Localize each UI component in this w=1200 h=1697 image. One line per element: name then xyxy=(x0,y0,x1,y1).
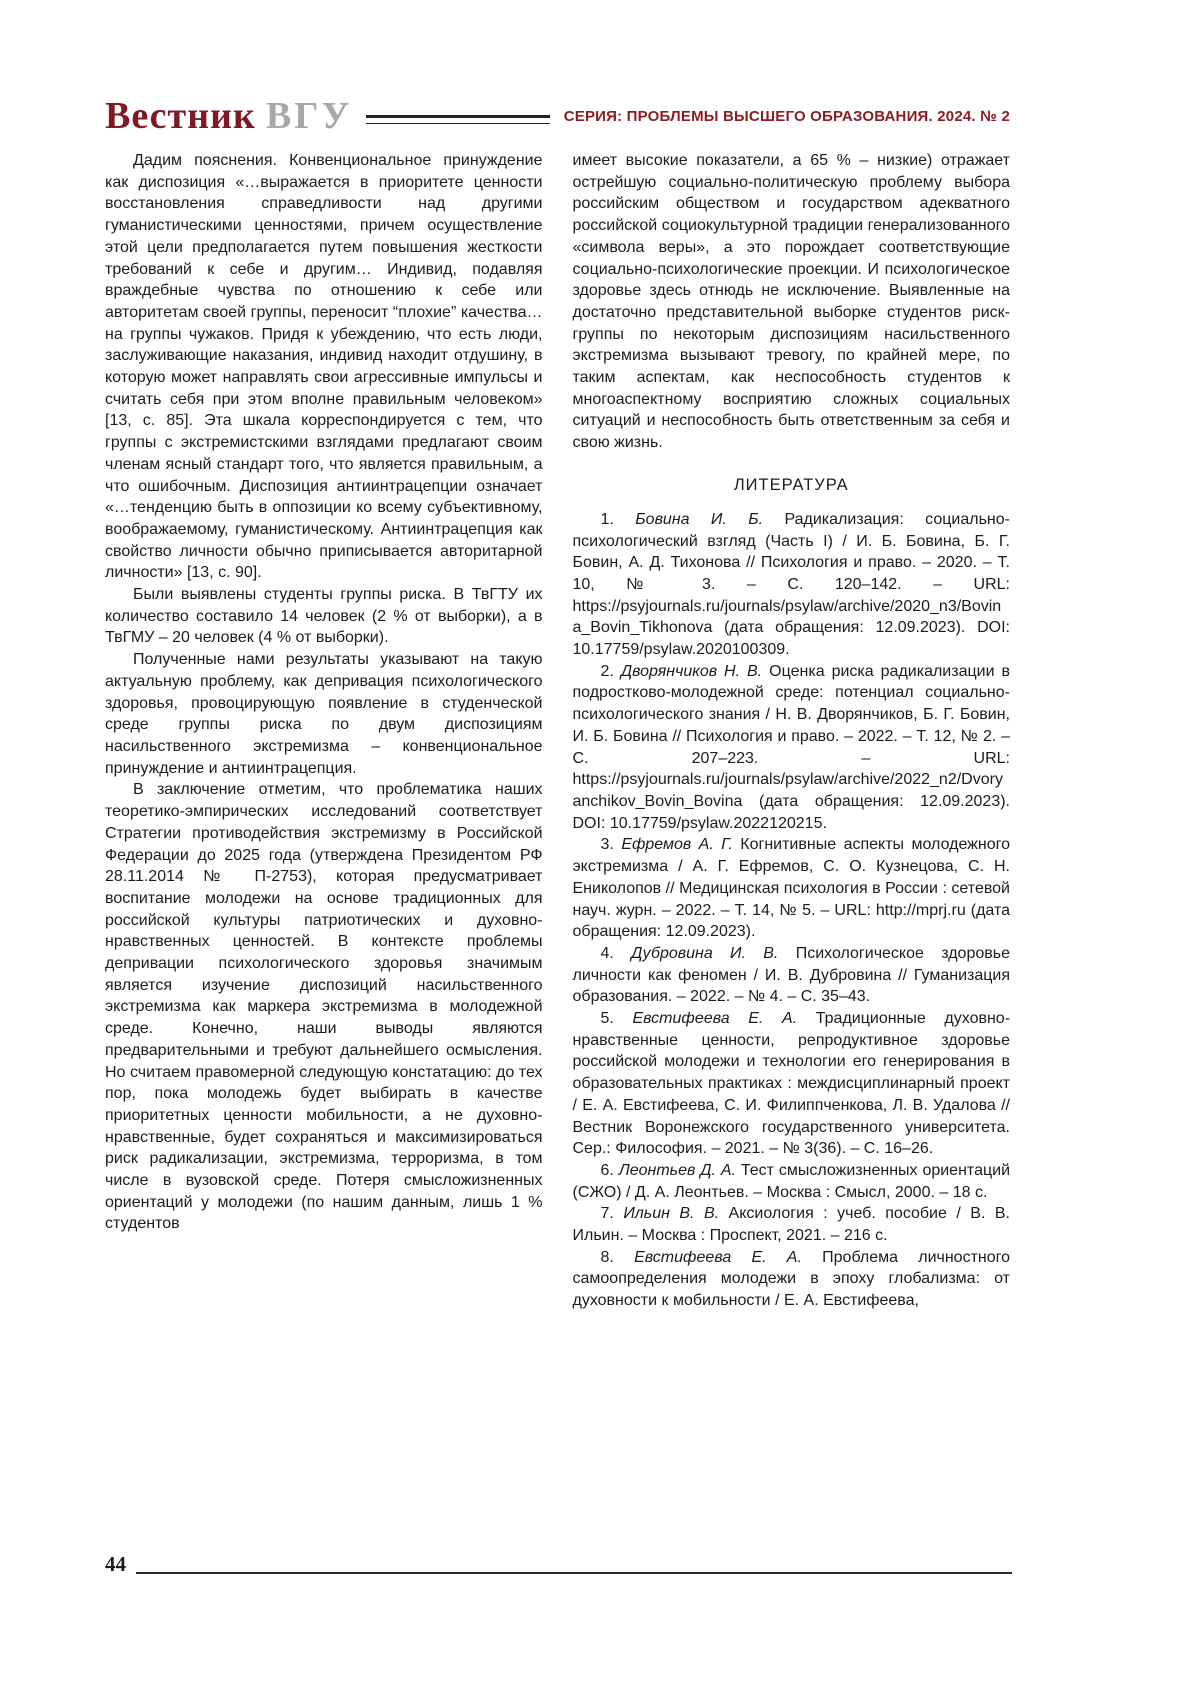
reference-text: Радикализация: социально-психологический взгляд (Часть I) / И. Б. Бовина, Б. Г. Бовин, А. Д. Тихонова // Психология и право. – 2020. – Т. 10, № 3. – С. 120–142. – URL: https://psyjournals.ru/journals/psylaw/archive/2020_n3/Bovina_Bovin_Tikhonova (дата обращения: 12.09.2023). DOI: 10.17759/psylaw.2020100309. xyxy=(572,510,1010,659)
page-header xyxy=(105,94,1010,138)
page-number: 44 xyxy=(105,1552,126,1576)
reference-text: Проблема личностного самоопределения молодежи в эпоху глобализма: от духовности к мобильности / Е. А. Евстифеева, xyxy=(572,1248,1011,1310)
reference-number: 5. xyxy=(600,1010,614,1028)
logo-word-vestnik: Вестник xyxy=(105,95,256,137)
header-double-rule xyxy=(366,115,549,124)
reference-item xyxy=(573,943,1011,1008)
reference-author: Леонтьев Д. А. xyxy=(618,1161,736,1179)
page-footer xyxy=(105,1552,1012,1577)
reference-author: Дубровина И. В. xyxy=(631,944,779,962)
reference-author: Евстифеева Е. А. xyxy=(634,1248,802,1266)
reference-text: Традиционные духовно-нравственные ценности, репродуктивное здоровье российской молодежи и технологии его генерирования в образовательных практиках : междисциплинарный проект / Е. А. Евстифеева, С. И. Филиппченкова, Л. В. Удалова // Вестник Воронежского государственного университета. Сер.: Философия. – 2021. – № 3(36). – С. 16–26. xyxy=(572,1010,1011,1158)
body-paragraph-continuation: имеет высокие показатели, а 65 % – низкие) отражает острейшую социально-политическую проблему выбора российским обществом и государством адекватного российской социокультурной традиции генерализованного «символа веры», а это порождает соответствующие социально-психологические проекции. И психологическое здоровье здесь отнюдь не исключение. Выявленные на достаточно представительной выборке студентов риск-группы по некоторым диспозициям насильственного экстремизма вызывают тревогу, по крайней мере, по таким аспектам, как неспособность студентов к многоаспектному восприятию сложных социальных ситуаций и неспособность быть ответственным за себя и свою жизнь. xyxy=(572,152,1010,452)
right-column xyxy=(573,150,1011,1312)
reference-item xyxy=(573,834,1011,943)
reference-text: Психологическое здоровье личности как феномен / И. В. Дубровина // Гуманизация образования. – 2022. – № 4. – С. 35–43. xyxy=(572,944,1010,1006)
reference-text: Аксиология : учеб. пособие / В. В. Ильин. – Москва : Проспект, 2021. – 216 с. xyxy=(572,1205,1010,1245)
reference-number: 4. xyxy=(600,944,614,962)
article-body xyxy=(105,150,1010,1312)
reference-author: Дворянчиков Н. В. xyxy=(620,662,763,680)
logo-word-vgu: ВГУ xyxy=(265,95,353,137)
left-column xyxy=(105,150,543,1312)
body-paragraph: Были выявлены студенты группы риска. В ТвГТУ их количество составило 14 человек (2 % от выборки), а в ТвГМУ – 20 человек (4 % от выборки). xyxy=(105,586,543,647)
footer-rule xyxy=(136,1572,1012,1574)
references-heading: ЛИТЕРАТУРА xyxy=(733,475,849,494)
reference-text: Оценка риска радикализации в подростково-молодежной среде: потенциал социально-психологического знания / Н. В. Дворянчиков, Б. Г. Бовин, И. Б. Бовина // Психология и право. – 2022. – Т. 12, № 2. – С. 207–223. – URL: https://psyjournals.ru/journals/psylaw/archive/2022_n2/Dvoryanchikov_Bovin_Bovina (дата обращения: 12.09.2023). DOI: 10.17759/psylaw.2022120215. xyxy=(572,662,1011,832)
reference-item xyxy=(573,661,1011,835)
reference-number: 7. xyxy=(600,1205,614,1223)
reference-number: 1. xyxy=(600,510,614,528)
reference-item xyxy=(573,1203,1011,1246)
reference-author: Ефремов А. Г. xyxy=(621,836,733,854)
body-paragraph: Дадим пояснения. Конвенциональное принуждение как диспозиция «…выражается в приоритете ценности восстановления справедливости над другими гуманистическими ценностями, причем осуществление этой цели предполагается путем повышения жесткости требований к себе и другим… Индивид, подавляя враждебные чувства по отношению к себе или авторитетам своей группы, переносит “плохие” качества… на группы чужаков. Придя к убеждению, что есть люди, заслуживающие наказания, индивид находит отдушину, в которую может направлять свои агрессивные импульсы и считать себя при этом вполне правильным человеком» [13, с. 85]. Эта шкала корреспондируется с тем, что группы с экстремистскими взглядами предлагают своим членам ясный стандарт того, что является правильным, а что ошибочным. Диспозиция антиинтрацепции означает «…тенденцию быть в оппозиции ко всему субъективному, воображаемому, гуманистическому. Антиинтрацепция как свойство личности обычно приписывается авторитарной личности» [13, с. 90]. xyxy=(105,152,543,582)
reference-item xyxy=(573,1008,1011,1160)
reference-number: 6. xyxy=(600,1161,614,1179)
reference-author: Бовина И. Б. xyxy=(635,510,764,528)
reference-item xyxy=(573,509,1011,661)
reference-author: Евстифеева Е. А. xyxy=(632,1010,798,1028)
reference-number: 2. xyxy=(600,662,614,680)
journal-logo xyxy=(105,94,352,138)
reference-number: 3. xyxy=(600,836,614,854)
series-title: СЕРИЯ: ПРОБЛЕМЫ ВЫСШЕГО ОБРАЗОВАНИЯ. 2024. № 2 xyxy=(563,107,1010,125)
reference-number: 8. xyxy=(600,1248,614,1266)
reference-text: Когнитивные аспекты молодежного экстремизма / А. Г. Ефремов, С. О. Кузнецова, С. Н. Ениколопов // Медицинская психология в России : сетевой науч. журн. – 2022. – Т. 14, № 5. – URL: http://mprj.ru (дата обращения: 12.09.2023). xyxy=(572,836,1010,941)
reference-item xyxy=(573,1160,1011,1203)
reference-item xyxy=(573,1247,1011,1312)
reference-author: Ильин В. В. xyxy=(623,1205,720,1223)
body-paragraph: Полученные нами результаты указывают на такую актуальную проблему, как депривация психологического здоровья, провоцирующую появление в студенческой среде группы риска по двум диспозициям насильственного экстремизма – конвенциональное принуждение и антиинтрацепция. xyxy=(105,651,543,777)
reference-text: Тест смысложизненных ориентаций (СЖО) / Д. А. Леонтьев. – Москва : Смысл, 2000. – 18 с. xyxy=(572,1161,1011,1201)
body-paragraph: В заключение отметим, что проблематика наших теоретико-эмпирических исследований соответствует Стратегии противодействия экстремизму в Российской Федерации до 2025 года (утверждена Президентом РФ 28.11.2014 № П-2753), которая предусматривает воспитание молодежи на основе традиционных для российской культуры патриотических и духовно-нравственных ценностей. В контексте проблемы депривации психологического здоровья значимым является изучение диспозиций насильственного экстремизма как маркера экстремизма в молодежной среде. Конечно, наши выводы являются предварительными и требуют дальнейшего осмысления. Но считаем правомерной следующую констатацию: до тех пор, пока молодежь будет выбирать в качестве приоритетных ценности мобильности, а не духовно-нравственные, будет сохраняться и максимизироваться риск радикализации, экстремизма, терроризма, в том числе в вузовской среде. Потеря смысложизненных ориентаций у молодежи (по нашим данным, лишь 1 % студентов xyxy=(105,781,543,1233)
